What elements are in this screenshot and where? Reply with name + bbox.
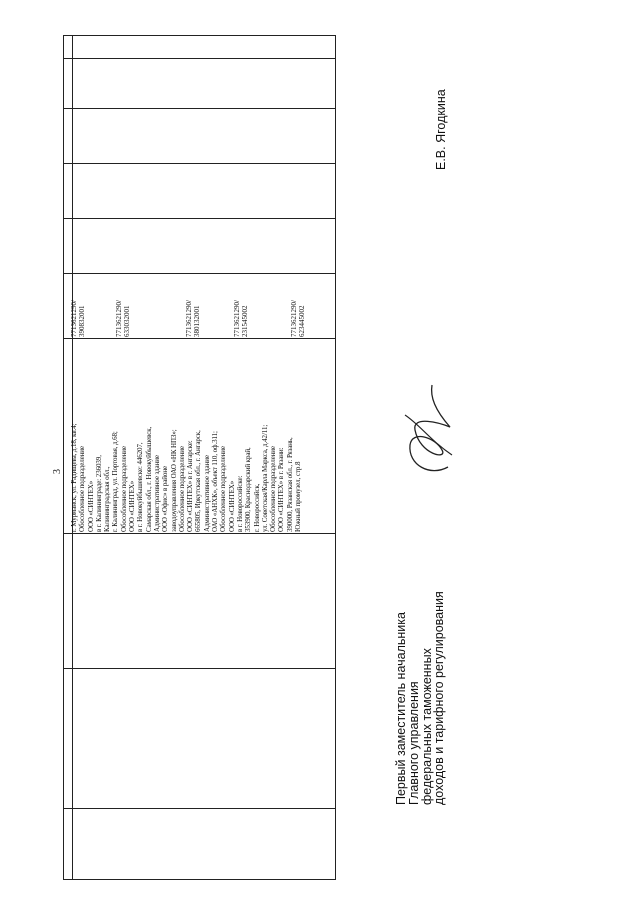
table-column-divider xyxy=(64,108,335,109)
inn-kpp-code: 7713621290/ 390832001 xyxy=(70,300,86,337)
inn-kpp-code: 7713621290/ 623445002 xyxy=(290,300,306,337)
address-line: Административное здание xyxy=(152,455,161,532)
address-list xyxy=(70,342,302,532)
address-line: 353900, Краснодарский край, xyxy=(244,447,253,532)
inn-kpp-code: 7713621290/ 380132001 xyxy=(185,300,201,337)
address-line: г. Калининград, ул. Портовая, д.68; xyxy=(111,431,120,532)
address-line: 390000, Рязанская обл., г. Рязань, xyxy=(285,437,294,532)
address-line: ООО «СИНТЕХ» в г. Рязани: xyxy=(277,447,286,532)
address-line: ООО «СИНТЕХ» xyxy=(86,480,95,532)
address-line: Административное здание xyxy=(202,455,211,532)
table-column-divider xyxy=(64,338,335,339)
address-line: 665805, Иркутская обл., г. Ангарск, xyxy=(194,430,203,532)
signer-name: Е.В. Ягодкина xyxy=(434,89,448,170)
page-number: 3 xyxy=(52,469,63,474)
handwritten-signature xyxy=(390,375,470,485)
address-line: Южный промузел, стр.8 xyxy=(294,461,303,532)
table-column-divider xyxy=(64,533,335,534)
address-line: ОАО «АНХК», объект 110, оф.311; xyxy=(211,431,220,532)
address-line: г. Новороссийск, xyxy=(252,483,261,532)
address-line: в г. Калининграде: 236039, xyxy=(94,455,103,532)
table-column-divider xyxy=(64,58,335,59)
address-line: Обособленное подразделение xyxy=(177,446,186,532)
address-line: в г. Новокуйбышевске: 446207, xyxy=(136,442,145,532)
address-line: Обособленное подразделение xyxy=(78,446,87,532)
signer-title: Первый заместитель начальника Главного управления федеральных таможенных доходов и тарифного регулирования xyxy=(394,591,447,805)
address-line: Обособленное подразделение xyxy=(119,446,128,532)
address-line: Обособленное подразделение xyxy=(219,446,228,532)
table-column-divider xyxy=(64,163,335,164)
address-line: в г. Новороссийске: xyxy=(235,475,244,532)
address-line: ООО «СИНТЕХ» xyxy=(128,480,137,532)
inn-kpp-code: 7713621290/ 633032001 xyxy=(115,300,131,337)
table-column-divider xyxy=(64,218,335,219)
table-column-divider xyxy=(64,273,335,274)
address-line: г. Мурманск, ул. Радищева, д.18, кв.4; xyxy=(70,423,78,532)
inn-kpp-code: 7713621290/ 231545002 xyxy=(233,300,249,337)
address-line: ООО «СИНТЕХ» в г. Ангарске: xyxy=(186,440,195,532)
address-line: ООО «Офис» в районе xyxy=(161,466,170,532)
address-line: заводоуправления ОАО «НК НПЗ»; xyxy=(169,429,178,532)
table-column-divider xyxy=(64,808,335,809)
table-column-divider xyxy=(64,668,335,669)
address-line: ул. Советская/Карла Маркса, д.42/11; xyxy=(260,424,269,532)
address-line: Обособленное подразделение xyxy=(269,446,278,532)
address-line: Самарская обл., г. Новокуйбышевск, xyxy=(144,426,153,532)
address-line: Калининградская обл., xyxy=(103,466,112,532)
address-line: ООО «СИНТЕХ» xyxy=(227,480,236,532)
